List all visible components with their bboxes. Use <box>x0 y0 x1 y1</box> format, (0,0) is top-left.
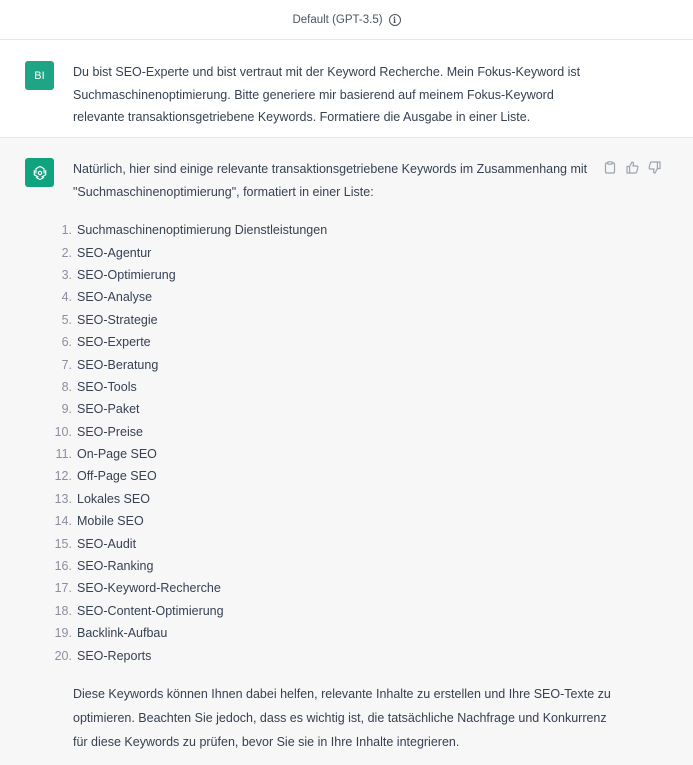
list-item <box>45 532 565 554</box>
list-item-number: 13. <box>54 491 72 506</box>
list-item-number: 8. <box>61 379 72 394</box>
list-item <box>45 376 565 398</box>
list-item-number: 19. <box>54 626 72 641</box>
list-item <box>45 488 565 510</box>
list-item-text: On-Page SEO <box>77 447 157 462</box>
list-item-number: 20. <box>54 648 72 663</box>
list-item-text: Lokales SEO <box>77 491 150 506</box>
thumbs-up-icon[interactable] <box>625 160 639 174</box>
list-item <box>45 510 565 532</box>
list-item-number: 16. <box>54 559 72 574</box>
model-header <box>0 0 693 40</box>
list-item-text: SEO-Optimierung <box>77 267 176 282</box>
list-item-text: SEO-Preise <box>77 424 143 439</box>
list-item-text: SEO-Strategie <box>77 312 158 327</box>
list-item-number: 14. <box>54 514 72 529</box>
list-item <box>45 421 565 443</box>
list-item-text: SEO-Reports <box>77 648 152 663</box>
assistant-message <box>0 138 693 765</box>
assistant-intro-text: Natürlich, hier sind einige relevante transaktionsgetriebene Keywords im Zusammenhang mit "Suchmaschinenoptimierung", formatiert in einer Liste: <box>73 162 588 199</box>
list-item-number: 2. <box>61 245 72 260</box>
list-item-number: 7. <box>61 357 72 372</box>
clipboard-icon[interactable] <box>603 160 617 174</box>
list-item <box>45 622 565 644</box>
list-item-number: 15. <box>54 536 72 551</box>
thumbs-down-icon[interactable] <box>647 160 661 174</box>
list-item <box>45 353 565 375</box>
list-item-number: 9. <box>61 402 72 417</box>
list-item <box>45 577 565 599</box>
list-item <box>45 398 565 420</box>
list-item-text: SEO-Keyword-Recherche <box>77 581 221 596</box>
user-message <box>0 40 693 138</box>
avatar: BI <box>25 61 54 90</box>
list-item-number: 10. <box>54 424 72 439</box>
list-item <box>45 644 565 666</box>
list-item-number: 3. <box>61 267 72 282</box>
list-item <box>45 600 565 622</box>
list-item <box>45 309 565 331</box>
model-label: Default (GPT-3.5) <box>292 13 383 26</box>
list-item-text: SEO-Paket <box>77 402 140 417</box>
list-item-number: 4. <box>61 290 72 305</box>
list-item <box>45 555 565 577</box>
list-item-number: 11. <box>55 447 72 462</box>
list-item-text: Mobile SEO <box>77 514 144 529</box>
user-message-text: Du bist SEO-Experte und bist vertraut mit der Keyword Recherche. Mein Fokus-Keyword ist Suchmaschinenoptimierung. Bitte generiere mir basierend auf meinem Fokus-Keyword relevante transaktionsgetriebene Keywords. Formatiere die Ausgabe in einer Liste. <box>73 65 581 124</box>
list-item-number: 17. <box>54 581 72 596</box>
message-actions <box>603 160 661 174</box>
list-item-text: Backlink-Aufbau <box>77 626 168 641</box>
list-item-text: SEO-Analyse <box>77 290 153 305</box>
list-item-text: SEO-Content-Optimierung <box>77 603 224 618</box>
list-item-number: 12. <box>54 469 72 484</box>
info-icon[interactable]: i <box>389 14 401 26</box>
list-item-text: Suchmaschinenoptimierung Dienstleistungen <box>77 223 328 238</box>
list-item-text: SEO-Ranking <box>77 559 154 574</box>
list-item <box>45 331 565 353</box>
list-item <box>45 443 565 465</box>
list-item <box>45 241 565 263</box>
list-item <box>45 264 565 286</box>
list-item <box>45 465 565 487</box>
list-item-text: SEO-Agentur <box>77 245 152 260</box>
list-item-text: SEO-Experte <box>77 335 151 350</box>
list-item-number: 18. <box>54 603 72 618</box>
openai-logo-icon <box>25 158 54 187</box>
assistant-outro-text: Diese Keywords können Ihnen dabei helfen, relevante Inhalte zu erstellen und Ihre SEO-Texte zu optimieren. Beachten Sie jedoch, dass es wichtig ist, die tatsächliche Nachfrage und Konkurrenz für diese Keywords zu prüfen, bevor Sie sie in Ihre Inhalte integrieren. <box>73 687 611 749</box>
list-item-text: SEO-Audit <box>77 536 137 551</box>
list-item-number: 1. <box>61 223 72 238</box>
list-item-text: Off-Page SEO <box>77 469 157 484</box>
list-item-number: 6. <box>61 335 72 350</box>
list-item <box>45 286 565 308</box>
list-item-number: 5. <box>61 312 72 327</box>
list-item-text: SEO-Tools <box>77 379 137 394</box>
keyword-list <box>45 219 565 667</box>
list-item-text: SEO-Beratung <box>77 357 159 372</box>
list-item <box>45 219 565 241</box>
